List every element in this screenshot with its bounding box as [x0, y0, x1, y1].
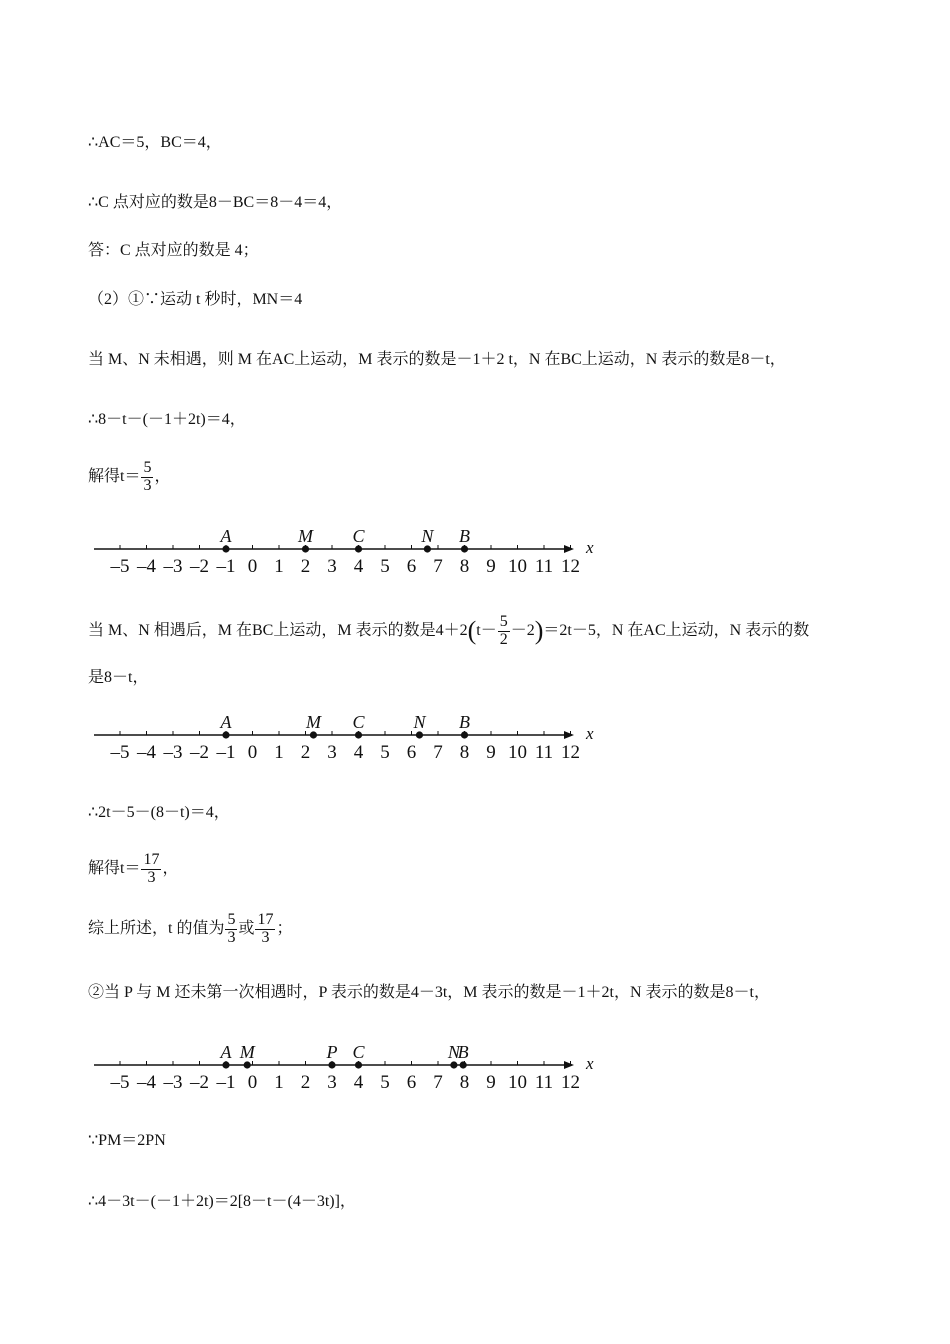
- tick-label: 3: [327, 1072, 337, 1093]
- fraction-denominator: 3: [227, 928, 236, 946]
- tick-label: 11: [534, 1072, 554, 1093]
- tick-label: 10: [508, 742, 527, 763]
- tick-label: 1: [274, 1072, 284, 1093]
- tick-label: –5: [110, 742, 130, 763]
- tick-label: –5: [110, 556, 130, 577]
- tick-label: 8: [459, 1072, 470, 1093]
- fraction-5-2: [498, 614, 510, 649]
- line-solve-2: [88, 852, 178, 887]
- tick-label: 5: [380, 556, 390, 577]
- tick-label: 0: [247, 556, 258, 577]
- tick-label: 2: [300, 1072, 311, 1093]
- fraction-numerator: 5: [227, 911, 236, 928]
- point-m-dot: [310, 731, 317, 738]
- fraction-denominator: 3: [143, 476, 152, 494]
- summary-prefix: 综上所述，t 的值为: [88, 919, 225, 937]
- line-p-m-n: ②当 P 与 M 还未第一次相遇时，P 表示的数是4－3t，M 表示的数是－1＋2t，N 表示的数是8－t，: [88, 984, 770, 1001]
- point-a-label: A: [220, 1042, 232, 1062]
- tick-label: 6: [406, 556, 417, 577]
- point-a-label: A: [220, 712, 232, 732]
- tick-label: –3: [163, 556, 183, 577]
- point-c-dot: [355, 731, 362, 738]
- solve-1-prefix: 解得t＝: [88, 467, 141, 485]
- tick-label: 1: [274, 742, 284, 763]
- solve-1-suffix: ，: [154, 467, 171, 485]
- line-c-value: ∴C 点对应的数是8－BC＝8－4＝4，: [88, 194, 343, 211]
- line-summary: [88, 912, 292, 947]
- line-part2: （2）①∵运动 t 秒时，MN＝4: [88, 291, 303, 308]
- point-n-dot: [416, 731, 423, 738]
- point-n-label: N: [421, 526, 434, 546]
- line-answer: 答：C 点对应的数是 4；: [88, 242, 259, 259]
- tick-label: 4: [353, 1072, 364, 1093]
- tick-label: –4: [137, 742, 156, 763]
- point-b-label: B: [459, 526, 470, 546]
- tick-label: 7: [433, 556, 443, 577]
- point-m-label: M: [305, 712, 321, 732]
- after-met-suffix: ＝2t－5，N 在AC上运动，N 表示的数: [543, 621, 810, 639]
- fraction-numerator: 17: [143, 851, 160, 868]
- axis-label: x: [586, 724, 594, 743]
- tick-label: –1: [216, 1072, 236, 1093]
- point-n-dot: [424, 545, 431, 552]
- point-b-label: B: [459, 712, 470, 732]
- tick-label: 11: [534, 742, 554, 763]
- tick-label: 6: [406, 742, 417, 763]
- tick-label: 5: [380, 1072, 390, 1093]
- tick-label: 6: [406, 1072, 417, 1093]
- tick-label: 12: [561, 556, 580, 577]
- axis-label: x: [586, 1054, 594, 1073]
- right-paren: ): [534, 615, 544, 645]
- tick-label: 9: [486, 556, 496, 577]
- point-a-dot: [222, 1061, 229, 1068]
- tick-label: –5: [110, 1072, 130, 1093]
- tick-label: 5: [380, 742, 390, 763]
- line-equation-2: ∴2t－5－(8－t)＝4，: [88, 804, 230, 821]
- point-b-label: B: [457, 1042, 469, 1062]
- tick-label: 10: [508, 556, 527, 577]
- number-line-1: [90, 518, 610, 578]
- fraction-denominator: 3: [147, 868, 156, 886]
- point-b-dot: [461, 731, 468, 738]
- number-line-2: [90, 704, 610, 764]
- line-ac-bc: ∴AC＝5，BC＝4，: [88, 134, 222, 151]
- fraction-numerator: 5: [143, 459, 152, 476]
- point-n-label: N: [447, 1042, 460, 1062]
- point-a-label: A: [220, 526, 232, 546]
- tick-label: –3: [163, 742, 183, 763]
- summary-suffix: ；: [276, 919, 293, 937]
- line-after-met: [88, 614, 809, 649]
- point-c-label: C: [352, 526, 365, 546]
- point-m-label: M: [239, 1042, 255, 1062]
- point-a-dot: [222, 731, 229, 738]
- tick-label: 12: [561, 1072, 580, 1093]
- tick-label: 3: [327, 556, 337, 577]
- fraction-17-3: [255, 912, 275, 947]
- tick-label: 3: [327, 742, 337, 763]
- fraction-17-3: [141, 852, 161, 887]
- fraction-5-3: [225, 912, 237, 947]
- point-p-dot: [328, 1061, 335, 1068]
- line-solve-1: [88, 460, 170, 495]
- tick-label: 4: [353, 742, 364, 763]
- tick-label: 10: [508, 1072, 527, 1093]
- tick-label: 12: [561, 742, 580, 763]
- number-line-3: [90, 1034, 610, 1094]
- fraction-numerator: 5: [499, 613, 508, 630]
- solve-2-suffix: ，: [162, 859, 179, 877]
- tick-label: 9: [486, 742, 496, 763]
- point-n-dot: [450, 1061, 457, 1068]
- axis-arrow: [564, 545, 574, 553]
- after-met-prefix: 当 M、N 相遇后，M 在BC上运动，M 表示的数是4＋2: [88, 621, 468, 639]
- tick-label: 8: [459, 742, 470, 763]
- tick-label: –2: [190, 1072, 209, 1093]
- point-m-dot: [302, 545, 309, 552]
- tick-label: 0: [247, 742, 258, 763]
- line-not-met: 当 M、N 未相遇，则 M 在AC上运动，M 表示的数是－1＋2 t，N 在BC上运动，N 表示的数是8－t，: [88, 351, 786, 368]
- tick-label: 1: [274, 556, 284, 577]
- point-b-dot: [461, 545, 468, 552]
- point-p-label: P: [326, 1042, 338, 1062]
- tick-label: 2: [300, 742, 311, 763]
- point-b-dot: [460, 1061, 467, 1068]
- tick-label: 0: [247, 1072, 258, 1093]
- line-equation-1: ∴8－t－(－1＋2t)＝4，: [88, 411, 246, 428]
- tick-label: 7: [433, 1072, 443, 1093]
- tick-label: 7: [433, 742, 443, 763]
- tick-label: –4: [137, 1072, 156, 1093]
- tick-label: 9: [486, 1072, 496, 1093]
- axis-arrow: [564, 731, 574, 739]
- solve-2-prefix: 解得t＝: [88, 859, 141, 877]
- fraction-denominator: 2: [499, 630, 508, 648]
- tick-label: 2: [300, 556, 311, 577]
- fraction-denominator: 3: [261, 928, 270, 946]
- tick-label: –3: [163, 1072, 183, 1093]
- tick-label: –1: [216, 742, 236, 763]
- after-met-mid-a: t－: [476, 621, 497, 639]
- tick-label: –1: [216, 556, 236, 577]
- tick-label: 11: [534, 556, 554, 577]
- line-n-value: 是8－t，: [88, 669, 149, 686]
- point-n-label: N: [413, 712, 426, 732]
- line-pm-2pn: ∵PM＝2PN: [88, 1132, 166, 1149]
- point-m-dot: [244, 1061, 251, 1068]
- summary-or: 或: [238, 919, 255, 937]
- left-paren: (: [467, 615, 477, 645]
- point-c-dot: [355, 545, 362, 552]
- point-c-dot: [355, 1061, 362, 1068]
- axis-label: x: [586, 538, 594, 557]
- line-equation-3: ∴4－3t－(－1＋2t)＝2[8－t－(4－3t)]，: [88, 1193, 356, 1210]
- tick-label: 8: [459, 556, 470, 577]
- fraction-5-3: [141, 460, 153, 495]
- axis-arrow: [564, 1061, 574, 1069]
- tick-label: 4: [353, 556, 364, 577]
- point-c-label: C: [352, 712, 365, 732]
- fraction-numerator: 17: [257, 911, 274, 928]
- tick-label: –4: [137, 556, 156, 577]
- point-a-dot: [222, 545, 229, 552]
- tick-label: –2: [190, 742, 209, 763]
- point-m-label: M: [298, 526, 313, 546]
- after-met-mid-b: －2: [510, 621, 535, 639]
- point-c-label: C: [352, 1042, 365, 1062]
- tick-label: –2: [190, 556, 209, 577]
